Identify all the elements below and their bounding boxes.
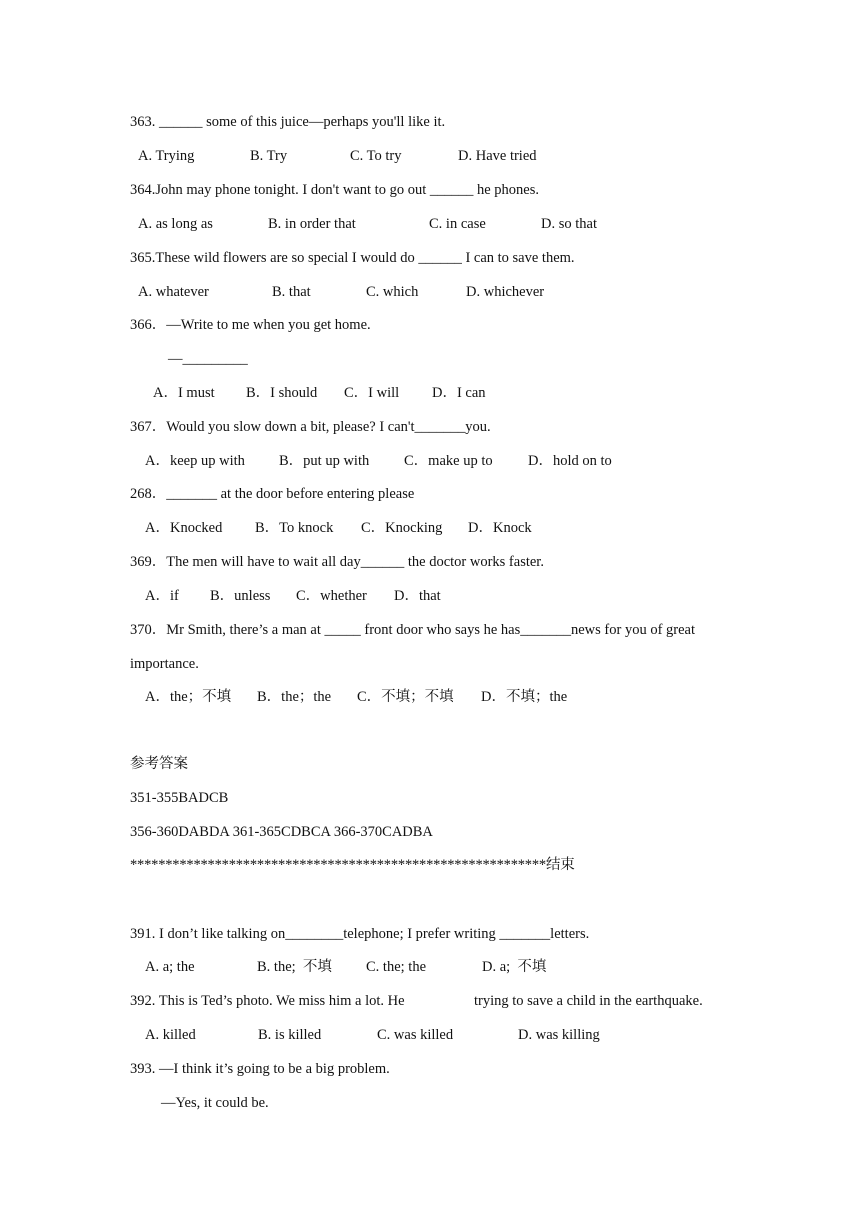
question-268-stem: 268．_______ at the door before entering please bbox=[130, 486, 415, 502]
q391-blank-1: ________ bbox=[285, 926, 344, 942]
question-364-stem: 364.John may phone tonight. I don't want to go out ______ he phones. bbox=[130, 182, 539, 198]
q391-option-a: A. a; the bbox=[145, 959, 195, 975]
q268-option-c: C．Knocking bbox=[361, 520, 443, 536]
q363-option-a: A. Trying bbox=[138, 148, 195, 164]
question-391-stem bbox=[130, 925, 589, 943]
q367-option-d: D．hold on to bbox=[528, 453, 612, 469]
q392-option-b: B. is killed bbox=[258, 1027, 322, 1043]
q369-option-d: D．that bbox=[394, 588, 441, 604]
q268-option-b: B．To knock bbox=[255, 520, 334, 536]
question-392-stem-part-a: 392. This is Ted’s photo. We miss him a lot. He bbox=[130, 993, 405, 1009]
q391-option-c: C. the; the bbox=[366, 959, 427, 975]
q370-option-a: A．the；不填 bbox=[145, 689, 232, 705]
q366-option-c: C．I will bbox=[344, 385, 400, 401]
q392-option-d: D. was killing bbox=[518, 1027, 600, 1043]
q370-option-c: C．不填；不填 bbox=[357, 689, 454, 705]
q363-option-c: C. To try bbox=[350, 148, 402, 164]
question-370-stem: 370．Mr Smith, there’s a man at _____ front door who says he has_______news for you of great bbox=[130, 622, 695, 638]
question-393-reply: —Yes, it could be. bbox=[161, 1095, 269, 1111]
question-366-stem: 366．—Write to me when you get home. bbox=[130, 317, 371, 333]
question-366-reply: —_________ bbox=[168, 351, 248, 367]
q369-option-c: C．whether bbox=[296, 588, 367, 604]
q365-option-c: C. which bbox=[366, 284, 419, 300]
question-369-stem: 369．The men will have to wait all day______ the doctor works faster. bbox=[130, 554, 544, 570]
q364-option-c: C. in case bbox=[429, 216, 486, 232]
q366-option-d: D．I can bbox=[432, 385, 486, 401]
q391-option-d: D. a; 不填 bbox=[482, 959, 547, 975]
question-365-stem: 365.These wild flowers are so special I would do ______ I can to save them. bbox=[130, 250, 575, 266]
q367-option-c: C．make up to bbox=[404, 453, 493, 469]
q364-option-a: A. as long as bbox=[138, 216, 213, 232]
question-363-stem: 363. ______ some of this juice—perhaps you'll like it. bbox=[130, 114, 446, 130]
answers-heading: 参考答案 bbox=[130, 756, 188, 772]
q392-option-a: A. killed bbox=[145, 1027, 196, 1043]
q268-option-d: D．Knock bbox=[468, 520, 532, 536]
q365-option-d: D. whichever bbox=[466, 284, 545, 300]
q391-stem-part-b: telephone; I prefer writing bbox=[343, 926, 500, 942]
q364-option-b: B. in order that bbox=[268, 216, 356, 232]
q364-option-d: D. so that bbox=[541, 216, 597, 232]
q370-option-d: D．不填；the bbox=[481, 689, 568, 705]
q268-option-a: A．Knocked bbox=[145, 520, 223, 536]
q392-option-c: C. was killed bbox=[377, 1027, 454, 1043]
q391-blank-2: _______ bbox=[499, 926, 551, 942]
q391-option-b: B. the; 不填 bbox=[257, 959, 332, 975]
q365-option-a: A. whatever bbox=[138, 284, 209, 300]
q391-stem-part-a: 391. I don’t like talking on bbox=[130, 926, 286, 942]
answers-line-1: 351-355BADCB bbox=[130, 790, 229, 806]
q370-option-b: B．the；the bbox=[257, 689, 332, 705]
question-367-stem: 367．Would you slow down a bit, please? I can't_______you. bbox=[130, 419, 491, 435]
q365-option-b: B. that bbox=[272, 284, 311, 300]
q363-option-d: D. Have tried bbox=[458, 148, 537, 164]
answers-line-2: 356-360DABDA 361-365CDBCA 366-370CADBA bbox=[130, 824, 433, 840]
q367-option-b: B．put up with bbox=[279, 453, 370, 469]
q369-option-a: A．if bbox=[145, 588, 179, 604]
question-370-stem-continued: importance. bbox=[130, 656, 199, 672]
q366-option-a: A．I must bbox=[153, 385, 215, 401]
q363-option-b: B. Try bbox=[250, 148, 288, 164]
q367-option-a: A．keep up with bbox=[145, 453, 245, 469]
question-393-stem: 393. —I think it’s going to be a big problem. bbox=[130, 1061, 390, 1077]
q369-option-b: B．unless bbox=[210, 588, 271, 604]
q391-stem-part-c: letters. bbox=[550, 926, 590, 942]
q366-option-b: B．I should bbox=[246, 385, 318, 401]
end-separator: ***********************************************************结束 bbox=[130, 857, 575, 873]
question-392-stem-part-b: trying to save a child in the earthquake. bbox=[474, 993, 703, 1009]
